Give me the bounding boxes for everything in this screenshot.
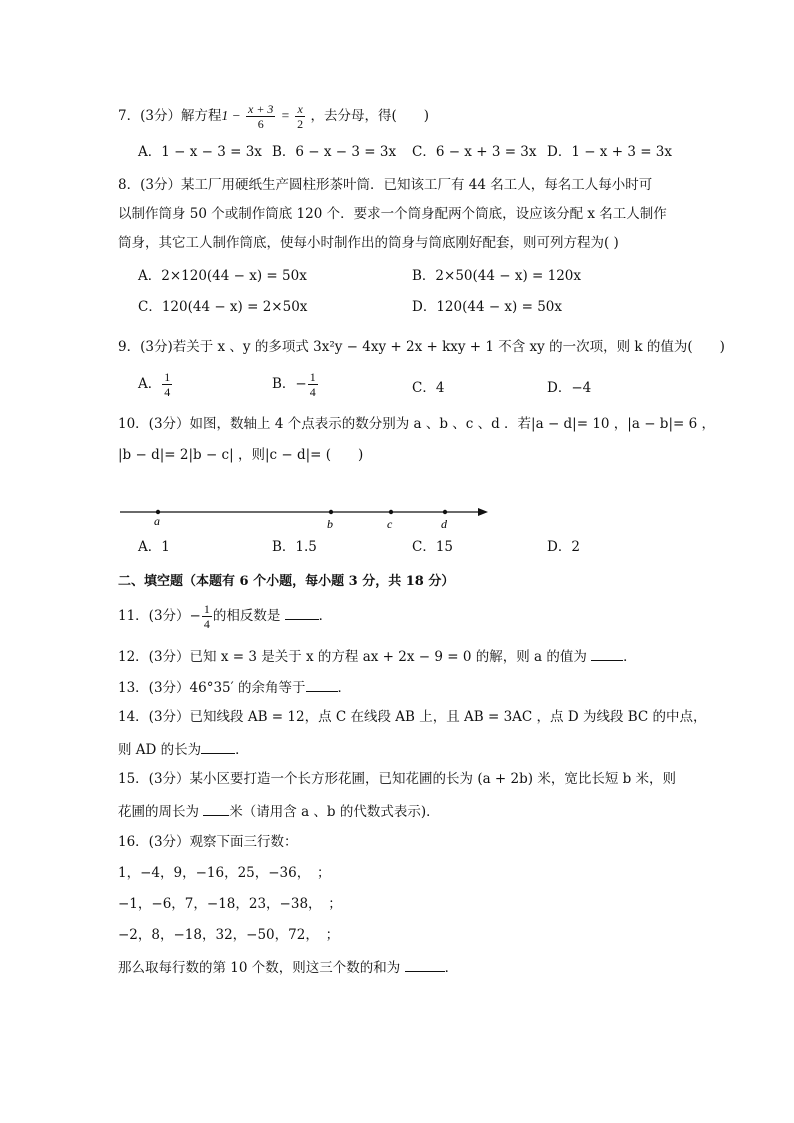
q14-stem-line-1: 14．(3分）已知线段 AB = 12，点 C 在线段 AB 上，且 AB = 3AC ，点 D 为线段 BC 的中点，	[118, 709, 707, 725]
q16-answer-blank[interactable]	[405, 957, 445, 972]
point-b	[329, 510, 333, 514]
q15-stem-line-1: 15．(3分）某小区要打造一个长方形花圃，已知花圃的长为 (a + 2b) 米，宽比长短 b 米，则	[118, 771, 677, 787]
q13-answer-blank[interactable]	[306, 677, 338, 692]
q9-option-b[interactable]: B．− $\frac{1}{4}$	[272, 370, 316, 399]
q13-stem: 13．(3分）46°35′ 的余角等于 ．	[118, 677, 351, 697]
q16-final: 那么取每行数的第 10 个数，则这三个数的和为 ．	[118, 957, 458, 977]
number-line-figure	[118, 500, 498, 532]
q7-stem: 7．(3分）解方程1 − $\frac{x + 3}{6}$ = $\frac{x}{2}$ ，去分母，得( )	[118, 102, 429, 131]
q11-stem: 11．(3分）− $\frac{1}{4}$ 的相反数是 ．	[118, 602, 333, 631]
q15-answer-blank[interactable]	[203, 801, 229, 816]
q7-fraction-1: $\frac{x + 3}{6}$	[248, 102, 274, 131]
q10-option-b[interactable]: B．1.5	[272, 539, 317, 555]
point-c-label: c	[387, 517, 393, 531]
q16-row-1: 1，−4，9，−16，25，−36， ；	[118, 865, 331, 881]
q7-option-b[interactable]: B．6 − x − 3 = 3x	[272, 144, 397, 160]
q7-option-d[interactable]: D．1 − x + 3 = 3x	[547, 144, 673, 160]
q10-option-c[interactable]: C．15	[412, 539, 454, 555]
q16-row-2: −1，−6，7，−18，23，−38， ；	[118, 896, 342, 912]
q10-option-d[interactable]: D．2	[547, 539, 580, 555]
point-d	[443, 510, 447, 514]
q9-option-b-fraction: $\frac{1}{4}$	[309, 370, 316, 399]
q8-option-a[interactable]: A．2×120(44 − x) = 50x	[138, 268, 307, 284]
point-a-label: a	[154, 514, 160, 528]
q10-stem-line-2: |b − d|= 2|b − c| ，则|c − d|= ( )	[118, 447, 364, 463]
q7-option-c[interactable]: C．6 − x + 3 = 3x	[412, 144, 537, 160]
q8-option-c[interactable]: C．120(44 − x) = 2×50x	[138, 299, 308, 315]
q12-answer-blank[interactable]	[591, 646, 623, 661]
q16-intro: 16．(3分）观察下面三行数：	[118, 834, 298, 850]
q9-option-d[interactable]: D．−4	[547, 380, 592, 396]
point-b-label: b	[327, 517, 333, 531]
q8-option-d[interactable]: D．120(44 − x) = 50x	[412, 299, 562, 315]
q14-stem-line-2: 则 AD 的长为 ．	[118, 739, 249, 759]
q8-stem-line-2: 以制作筒身 50 个或制作筒底 120 个．要求一个筒身配两个筒底，设应该分配 x 名工人制作	[118, 206, 667, 222]
q10-option-a[interactable]: A．1	[138, 539, 170, 555]
q12-stem: 12．(3分）已知 x = 3 是关于 x 的方程 ax + 2x − 9 = 0 的解，则 a 的值为 ．	[118, 646, 637, 666]
q15-stem-line-2: 花圃的周长为 米（请用含 a 、b 的代数式表示)．	[118, 801, 440, 821]
q10-stem-line-1: 10．(3分）如图，数轴上 4 个点表示的数分别为 a 、b 、c 、d ．若|a − d|= 10 ，|a − b|= 6 ，	[118, 416, 715, 432]
q9-option-a[interactable]: A． $\frac{1}{4}$	[138, 370, 171, 399]
q11-answer-blank[interactable]	[285, 605, 319, 620]
q8-stem-line-3: 筒身，其它工人制作筒底，使每小时制作出的筒身与筒底刚好配套，则可列方程为( )	[118, 235, 619, 251]
q9-option-c[interactable]: C．4	[412, 380, 445, 396]
number-line-arrow	[478, 508, 488, 516]
point-d-label: d	[441, 517, 447, 531]
q16-row-3: −2，8，−18，32，−50，72， ；	[118, 927, 340, 943]
q7-option-a[interactable]: A．1 − x − 3 = 3x	[138, 144, 262, 160]
q8-option-b[interactable]: B．2×50(44 − x) = 120x	[412, 268, 581, 284]
q7-fraction-2: $\frac{x}{2}$	[297, 102, 304, 131]
point-c	[389, 510, 393, 514]
q9-stem: 9．(3分)若关于 x 、y 的多项式 3x²y − 4xy + 2x + kxy + 1 不含 xy 的一次项，则 k 的值为( )	[118, 339, 725, 355]
q11-fraction: $\frac{1}{4}$	[203, 602, 210, 631]
section-2-heading: 二、填空题（本题有 6 个小题，每小题 3 分，共 18 分）	[118, 574, 455, 589]
q8-stem-line-1: 8．(3分）某工厂用硬纸生产圆柱形茶叶筒．已知该工厂有 44 名工人，每名工人每小时可	[118, 177, 653, 193]
q9-option-a-fraction: $\frac{1}{4}$	[164, 370, 171, 399]
q14-answer-blank[interactable]	[201, 739, 235, 754]
